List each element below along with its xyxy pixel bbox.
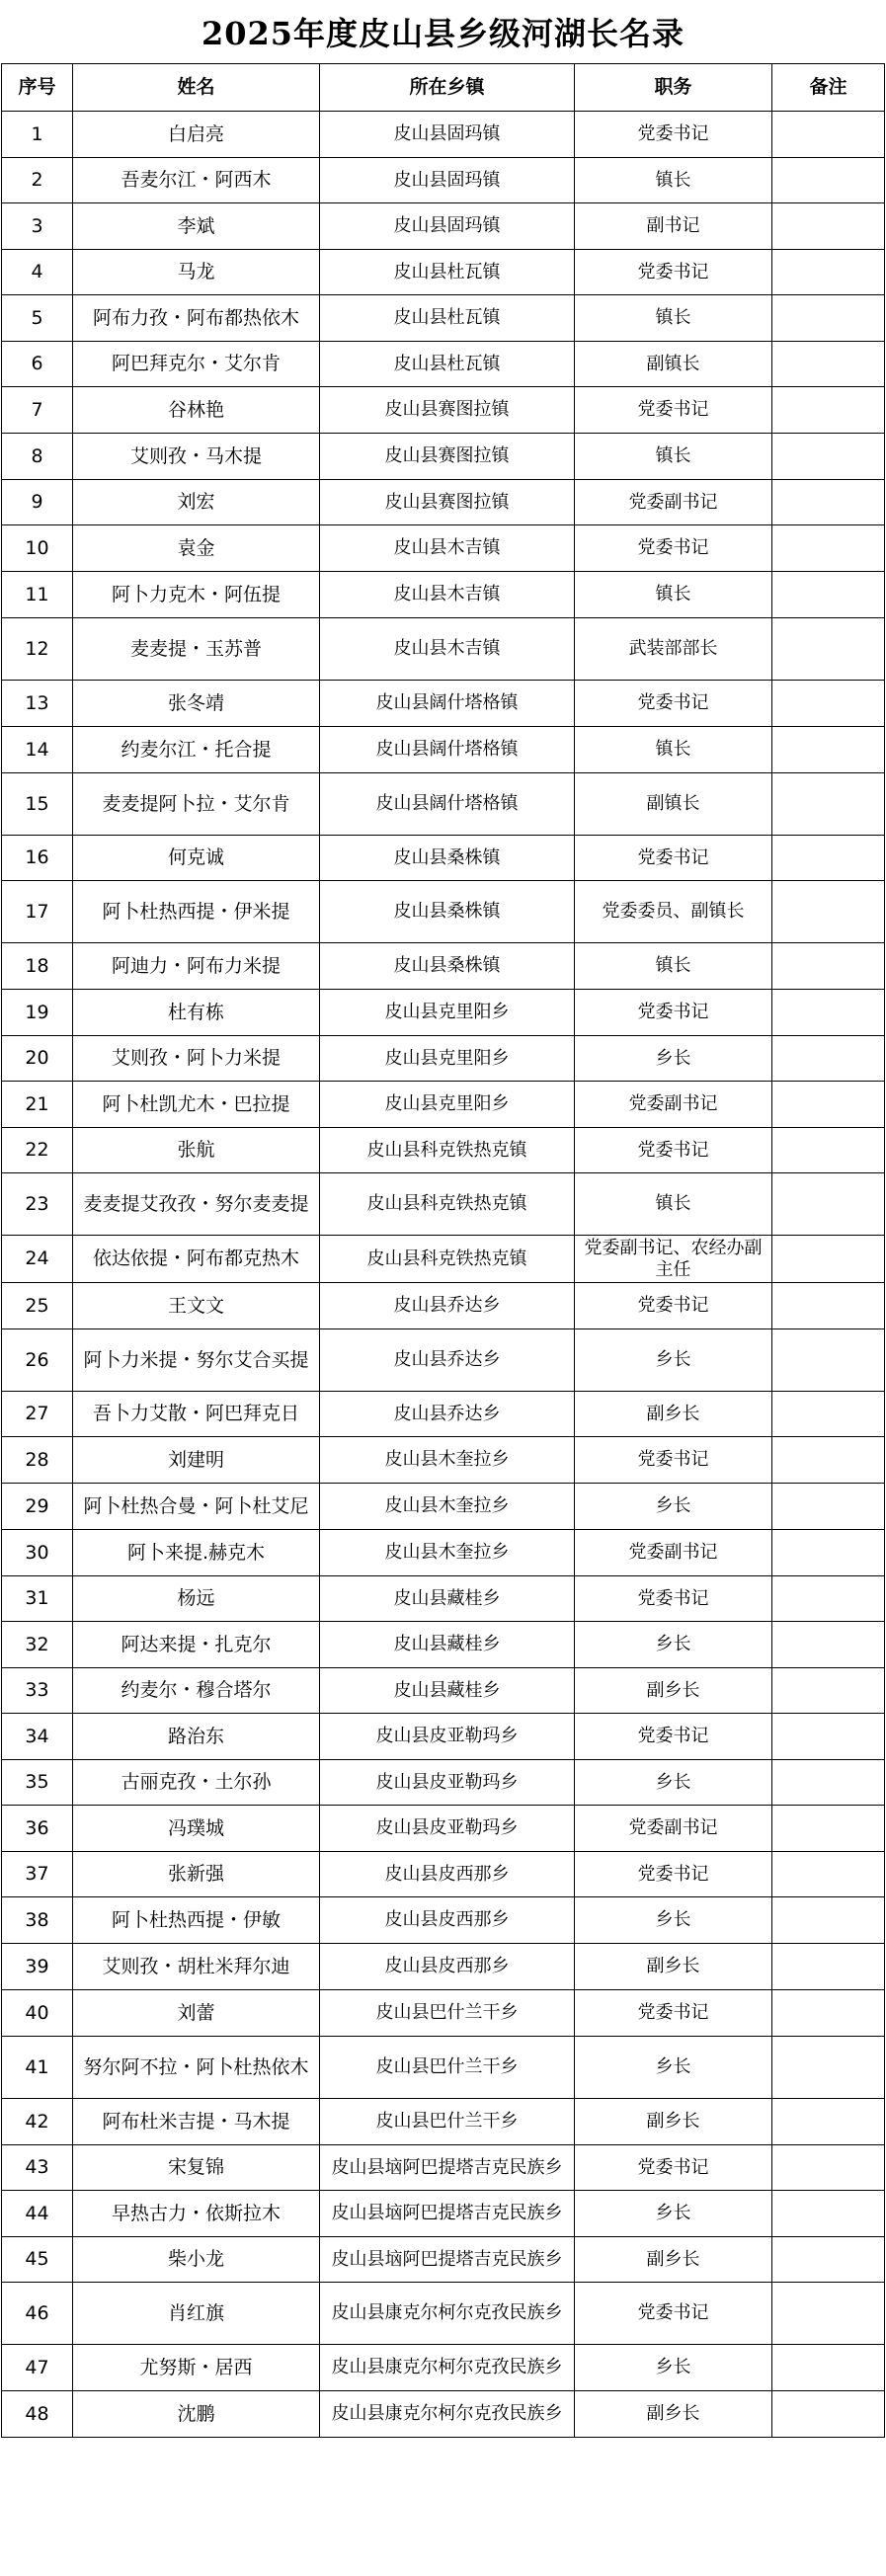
cell-index: 33 xyxy=(2,1668,73,1714)
cell-index: 38 xyxy=(2,1897,73,1944)
cell-township: 皮山县桑株镇 xyxy=(320,881,575,943)
cell-remarks xyxy=(772,2237,885,2283)
cell-township: 皮山县乔达乡 xyxy=(320,1392,575,1437)
cell-index: 45 xyxy=(2,2237,73,2283)
cell-position: 党委书记 xyxy=(575,836,772,881)
cell-index: 20 xyxy=(2,1036,73,1082)
cell-township: 皮山县科克铁热克镇 xyxy=(320,1236,575,1283)
cell-name: 阿卜来提.赫克木 xyxy=(73,1530,320,1576)
cell-position: 党委副书记、农经办副主任 xyxy=(575,1236,772,1283)
cell-name: 谷林艳 xyxy=(73,387,320,434)
cell-remarks xyxy=(772,1760,885,1806)
table-row xyxy=(2,881,885,943)
table-row xyxy=(2,525,885,572)
cell-remarks xyxy=(772,387,885,434)
header-index: 序号 xyxy=(2,64,73,112)
cell-remarks xyxy=(772,480,885,525)
cell-position: 镇长 xyxy=(575,572,772,618)
cell-township: 皮山县皮亚勒玛乡 xyxy=(320,1714,575,1760)
cell-index: 41 xyxy=(2,2037,73,2099)
cell-township: 皮山县桑株镇 xyxy=(320,943,575,990)
cell-position: 副书记 xyxy=(575,203,772,250)
cell-name: 柴小龙 xyxy=(73,2237,320,2283)
cell-position: 党委书记 xyxy=(575,250,772,295)
cell-position: 党委书记 xyxy=(575,1437,772,1484)
cell-remarks xyxy=(772,1622,885,1668)
cell-township: 皮山县康克尔柯尔克孜民族乡 xyxy=(320,2283,575,2345)
cell-position: 党委书记 xyxy=(575,387,772,434)
cell-township: 皮山县木奎拉乡 xyxy=(320,1530,575,1576)
cell-position: 党委书记 xyxy=(575,990,772,1036)
cell-name: 李斌 xyxy=(73,203,320,250)
table-row xyxy=(2,2037,885,2099)
cell-remarks xyxy=(772,1576,885,1622)
cell-remarks xyxy=(772,1990,885,2037)
cell-name: 阿卜力克木・阿伍提 xyxy=(73,572,320,618)
cell-name: 冯璞城 xyxy=(73,1806,320,1852)
cell-remarks xyxy=(772,2283,885,2345)
cell-name: 宋复锦 xyxy=(73,2145,320,2191)
cell-position: 党委书记 xyxy=(575,1128,772,1173)
cell-township: 皮山县巴什兰干乡 xyxy=(320,1990,575,2037)
cell-position: 乡长 xyxy=(575,2191,772,2237)
cell-remarks xyxy=(772,295,885,342)
cell-position: 乡长 xyxy=(575,1760,772,1806)
cell-remarks xyxy=(772,1082,885,1128)
table-body xyxy=(2,112,885,2438)
cell-index: 24 xyxy=(2,1236,73,1283)
cell-position: 党委书记 xyxy=(575,1576,772,1622)
cell-index: 40 xyxy=(2,1990,73,2037)
cell-remarks xyxy=(772,1714,885,1760)
cell-remarks xyxy=(772,434,885,480)
cell-remarks xyxy=(772,1392,885,1437)
table-row xyxy=(2,1668,885,1714)
cell-township: 皮山县木吉镇 xyxy=(320,525,575,572)
cell-index: 46 xyxy=(2,2283,73,2345)
cell-name: 阿迪力・阿布力米提 xyxy=(73,943,320,990)
table-row xyxy=(2,387,885,434)
cell-township: 皮山县固玛镇 xyxy=(320,158,575,203)
cell-remarks xyxy=(772,158,885,203)
table-row xyxy=(2,158,885,203)
header-position: 职务 xyxy=(575,64,772,112)
table-row xyxy=(2,1622,885,1668)
cell-position: 党委副书记 xyxy=(575,1806,772,1852)
table-row xyxy=(2,1082,885,1128)
table-row xyxy=(2,342,885,387)
table-row xyxy=(2,1944,885,1990)
cell-position: 乡长 xyxy=(575,1897,772,1944)
cell-township: 皮山县杜瓦镇 xyxy=(320,295,575,342)
cell-index: 2 xyxy=(2,158,73,203)
cell-remarks xyxy=(772,990,885,1036)
cell-name: 努尔阿不拉・阿卜杜热依木 xyxy=(73,2037,320,2099)
cell-index: 17 xyxy=(2,881,73,943)
cell-township: 皮山县科克铁热克镇 xyxy=(320,1173,575,1236)
cell-name: 阿达来提・扎克尔 xyxy=(73,1622,320,1668)
cell-township: 皮山县赛图拉镇 xyxy=(320,387,575,434)
cell-name: 麦麦提・玉苏普 xyxy=(73,618,320,681)
cell-index: 35 xyxy=(2,1760,73,1806)
cell-remarks xyxy=(772,943,885,990)
cell-name: 马龙 xyxy=(73,250,320,295)
cell-remarks xyxy=(772,1484,885,1530)
cell-remarks xyxy=(772,1530,885,1576)
table-header-row xyxy=(2,64,885,112)
table-row xyxy=(2,990,885,1036)
cell-position: 党委书记 xyxy=(575,112,772,158)
cell-position: 党委书记 xyxy=(575,2283,772,2345)
cell-name: 艾则孜・马木提 xyxy=(73,434,320,480)
cell-name: 约麦尔江・托合提 xyxy=(73,727,320,773)
cell-name: 艾则孜・阿卜力米提 xyxy=(73,1036,320,1082)
cell-remarks xyxy=(772,342,885,387)
cell-name: 张冬靖 xyxy=(73,681,320,727)
cell-position: 镇长 xyxy=(575,1173,772,1236)
cell-township: 皮山县垴阿巴提塔吉克民族乡 xyxy=(320,2191,575,2237)
cell-name: 肖红旗 xyxy=(73,2283,320,2345)
cell-index: 47 xyxy=(2,2345,73,2391)
cell-index: 7 xyxy=(2,387,73,434)
cell-township: 皮山县克里阳乡 xyxy=(320,1082,575,1128)
cell-position: 党委书记 xyxy=(575,2145,772,2191)
cell-name: 杨远 xyxy=(73,1576,320,1622)
table-row xyxy=(2,1484,885,1530)
cell-name: 阿卜杜凯尤木・巴拉提 xyxy=(73,1082,320,1128)
cell-index: 11 xyxy=(2,572,73,618)
cell-remarks xyxy=(772,1173,885,1236)
cell-name: 沈鹏 xyxy=(73,2391,320,2438)
cell-index: 23 xyxy=(2,1173,73,1236)
table-row xyxy=(2,943,885,990)
cell-name: 刘建明 xyxy=(73,1437,320,1484)
cell-position: 党委书记 xyxy=(575,1990,772,2037)
cell-name: 阿巴拜克尔・艾尔肯 xyxy=(73,342,320,387)
cell-township: 皮山县巴什兰干乡 xyxy=(320,2099,575,2145)
cell-index: 37 xyxy=(2,1852,73,1897)
cell-position: 党委书记 xyxy=(575,1852,772,1897)
cell-township: 皮山县木吉镇 xyxy=(320,618,575,681)
cell-name: 王文文 xyxy=(73,1283,320,1329)
cell-name: 依达依提・阿布都克热木 xyxy=(73,1236,320,1283)
cell-remarks xyxy=(772,1852,885,1897)
cell-index: 22 xyxy=(2,1128,73,1173)
cell-index: 25 xyxy=(2,1283,73,1329)
cell-position: 党委委员、副镇长 xyxy=(575,881,772,943)
cell-name: 刘宏 xyxy=(73,480,320,525)
cell-township: 皮山县乔达乡 xyxy=(320,1329,575,1392)
cell-index: 12 xyxy=(2,618,73,681)
cell-position: 副镇长 xyxy=(575,342,772,387)
cell-position: 副乡长 xyxy=(575,1944,772,1990)
table-row xyxy=(2,1392,885,1437)
cell-position: 乡长 xyxy=(575,2345,772,2391)
table-row xyxy=(2,1990,885,2037)
cell-position: 党委副书记 xyxy=(575,1082,772,1128)
cell-name: 约麦尔・穆合塔尔 xyxy=(73,1668,320,1714)
cell-index: 26 xyxy=(2,1329,73,1392)
cell-township: 皮山县乔达乡 xyxy=(320,1283,575,1329)
river-lake-chief-table xyxy=(1,63,885,2438)
table-row xyxy=(2,2237,885,2283)
cell-remarks xyxy=(772,836,885,881)
cell-remarks xyxy=(772,773,885,836)
cell-position: 乡长 xyxy=(575,1329,772,1392)
cell-remarks xyxy=(772,1283,885,1329)
cell-township: 皮山县固玛镇 xyxy=(320,112,575,158)
cell-name: 阿布杜米吉提・马木提 xyxy=(73,2099,320,2145)
cell-index: 9 xyxy=(2,480,73,525)
table-row xyxy=(2,1329,885,1392)
cell-name: 阿卜杜热西提・伊敏 xyxy=(73,1897,320,1944)
cell-index: 8 xyxy=(2,434,73,480)
cell-name: 阿卜杜热西提・伊米提 xyxy=(73,881,320,943)
cell-name: 麦麦提阿卜拉・艾尔肯 xyxy=(73,773,320,836)
cell-remarks xyxy=(772,1668,885,1714)
cell-township: 皮山县科克铁热克镇 xyxy=(320,1128,575,1173)
cell-position: 镇长 xyxy=(575,158,772,203)
cell-position: 镇长 xyxy=(575,295,772,342)
cell-index: 21 xyxy=(2,1082,73,1128)
cell-name: 麦麦提艾孜孜・努尔麦麦提 xyxy=(73,1173,320,1236)
cell-index: 13 xyxy=(2,681,73,727)
cell-index: 18 xyxy=(2,943,73,990)
header-township: 所在乡镇 xyxy=(320,64,575,112)
cell-name: 路治东 xyxy=(73,1714,320,1760)
cell-name: 张新强 xyxy=(73,1852,320,1897)
cell-name: 白启亮 xyxy=(73,112,320,158)
cell-position: 党委书记 xyxy=(575,1283,772,1329)
table-row xyxy=(2,727,885,773)
cell-remarks xyxy=(772,1128,885,1173)
table-row xyxy=(2,681,885,727)
cell-position: 镇长 xyxy=(575,727,772,773)
cell-index: 29 xyxy=(2,1484,73,1530)
cell-index: 4 xyxy=(2,250,73,295)
table-row xyxy=(2,1714,885,1760)
table-row xyxy=(2,203,885,250)
table-row xyxy=(2,2145,885,2191)
cell-position: 党委书记 xyxy=(575,525,772,572)
cell-position: 乡长 xyxy=(575,1036,772,1082)
cell-position: 乡长 xyxy=(575,1622,772,1668)
table-row xyxy=(2,572,885,618)
cell-index: 16 xyxy=(2,836,73,881)
cell-name: 阿卜杜热合曼・阿卜杜艾尼 xyxy=(73,1484,320,1530)
table-row xyxy=(2,1760,885,1806)
table-row xyxy=(2,295,885,342)
cell-name: 古丽克孜・土尔孙 xyxy=(73,1760,320,1806)
cell-name: 袁金 xyxy=(73,525,320,572)
table-row xyxy=(2,618,885,681)
cell-remarks xyxy=(772,525,885,572)
cell-township: 皮山县阔什塔格镇 xyxy=(320,773,575,836)
table-row xyxy=(2,2099,885,2145)
table-row xyxy=(2,1036,885,1082)
cell-township: 皮山县木吉镇 xyxy=(320,572,575,618)
cell-position: 党委副书记 xyxy=(575,480,772,525)
cell-remarks xyxy=(772,1329,885,1392)
header-name: 姓名 xyxy=(73,64,320,112)
cell-remarks xyxy=(772,203,885,250)
cell-name: 艾则孜・胡杜米拜尔迪 xyxy=(73,1944,320,1990)
cell-remarks xyxy=(772,2099,885,2145)
cell-index: 43 xyxy=(2,2145,73,2191)
cell-township: 皮山县藏桂乡 xyxy=(320,1622,575,1668)
cell-township: 皮山县康克尔柯尔克孜民族乡 xyxy=(320,2345,575,2391)
cell-remarks xyxy=(772,2191,885,2237)
cell-name: 何克诚 xyxy=(73,836,320,881)
cell-index: 32 xyxy=(2,1622,73,1668)
cell-remarks xyxy=(772,881,885,943)
cell-remarks xyxy=(772,2145,885,2191)
cell-township: 皮山县皮西那乡 xyxy=(320,1897,575,1944)
cell-remarks xyxy=(772,727,885,773)
cell-remarks xyxy=(772,1036,885,1082)
cell-index: 15 xyxy=(2,773,73,836)
table-row xyxy=(2,1128,885,1173)
table-row xyxy=(2,2391,885,2438)
table-row xyxy=(2,2283,885,2345)
cell-remarks xyxy=(772,2037,885,2099)
cell-township: 皮山县固玛镇 xyxy=(320,203,575,250)
cell-township: 皮山县杜瓦镇 xyxy=(320,250,575,295)
cell-remarks xyxy=(772,572,885,618)
cell-index: 44 xyxy=(2,2191,73,2237)
table-row xyxy=(2,836,885,881)
cell-position: 党委书记 xyxy=(575,1714,772,1760)
cell-township: 皮山县藏桂乡 xyxy=(320,1668,575,1714)
cell-position: 副乡长 xyxy=(575,2391,772,2438)
cell-position: 副乡长 xyxy=(575,1668,772,1714)
cell-index: 48 xyxy=(2,2391,73,2438)
cell-township: 皮山县木奎拉乡 xyxy=(320,1437,575,1484)
cell-name: 刘蕾 xyxy=(73,1990,320,2037)
cell-township: 皮山县阔什塔格镇 xyxy=(320,727,575,773)
cell-index: 28 xyxy=(2,1437,73,1484)
cell-index: 3 xyxy=(2,203,73,250)
cell-index: 31 xyxy=(2,1576,73,1622)
table-row xyxy=(2,112,885,158)
cell-remarks xyxy=(772,1944,885,1990)
cell-position: 镇长 xyxy=(575,434,772,480)
page-title: 2025年度皮山县乡级河湖长名录 xyxy=(201,15,685,52)
cell-position: 副乡长 xyxy=(575,2237,772,2283)
cell-township: 皮山县皮亚勒玛乡 xyxy=(320,1806,575,1852)
cell-name: 阿卜力米提・努尔艾合买提 xyxy=(73,1329,320,1392)
cell-remarks xyxy=(772,2391,885,2438)
header-remarks: 备注 xyxy=(772,64,885,112)
cell-position: 乡长 xyxy=(575,2037,772,2099)
cell-name: 吾麦尔江・阿西木 xyxy=(73,158,320,203)
cell-index: 19 xyxy=(2,990,73,1036)
table-row xyxy=(2,1852,885,1897)
cell-index: 10 xyxy=(2,525,73,572)
cell-township: 皮山县赛图拉镇 xyxy=(320,434,575,480)
table-row xyxy=(2,1173,885,1236)
table-row xyxy=(2,480,885,525)
cell-position: 副镇长 xyxy=(575,773,772,836)
cell-township: 皮山县桑株镇 xyxy=(320,836,575,881)
cell-remarks xyxy=(772,2345,885,2391)
cell-index: 30 xyxy=(2,1530,73,1576)
table-row xyxy=(2,2191,885,2237)
cell-index: 14 xyxy=(2,727,73,773)
cell-index: 34 xyxy=(2,1714,73,1760)
cell-name: 尤努斯・居西 xyxy=(73,2345,320,2391)
cell-remarks xyxy=(772,1236,885,1283)
cell-township: 皮山县巴什兰干乡 xyxy=(320,2037,575,2099)
cell-township: 皮山县克里阳乡 xyxy=(320,990,575,1036)
cell-remarks xyxy=(772,1806,885,1852)
cell-name: 吾卜力艾散・阿巴拜克日 xyxy=(73,1392,320,1437)
table-row xyxy=(2,1897,885,1944)
table-row xyxy=(2,1236,885,1283)
cell-remarks xyxy=(772,1897,885,1944)
table-row xyxy=(2,1806,885,1852)
cell-position: 党委副书记 xyxy=(575,1530,772,1576)
cell-name: 张航 xyxy=(73,1128,320,1173)
cell-township: 皮山县皮西那乡 xyxy=(320,1852,575,1897)
cell-position: 镇长 xyxy=(575,943,772,990)
cell-remarks xyxy=(772,618,885,681)
cell-township: 皮山县阔什塔格镇 xyxy=(320,681,575,727)
table-row xyxy=(2,1437,885,1484)
cell-remarks xyxy=(772,112,885,158)
cell-township: 皮山县皮亚勒玛乡 xyxy=(320,1760,575,1806)
cell-township: 皮山县康克尔柯尔克孜民族乡 xyxy=(320,2391,575,2438)
cell-name: 杜有栋 xyxy=(73,990,320,1036)
cell-position: 党委书记 xyxy=(575,681,772,727)
cell-remarks xyxy=(772,1437,885,1484)
table-row xyxy=(2,773,885,836)
cell-position: 副乡长 xyxy=(575,2099,772,2145)
cell-index: 42 xyxy=(2,2099,73,2145)
cell-index: 39 xyxy=(2,1944,73,1990)
cell-township: 皮山县木奎拉乡 xyxy=(320,1484,575,1530)
table-row xyxy=(2,1530,885,1576)
cell-township: 皮山县克里阳乡 xyxy=(320,1036,575,1082)
table-row xyxy=(2,434,885,480)
cell-township: 皮山县赛图拉镇 xyxy=(320,480,575,525)
cell-index: 1 xyxy=(2,112,73,158)
cell-township: 皮山县藏桂乡 xyxy=(320,1576,575,1622)
cell-index: 6 xyxy=(2,342,73,387)
cell-position: 乡长 xyxy=(575,1484,772,1530)
cell-township: 皮山县杜瓦镇 xyxy=(320,342,575,387)
cell-position: 武装部部长 xyxy=(575,618,772,681)
cell-township: 皮山县垴阿巴提塔吉克民族乡 xyxy=(320,2145,575,2191)
cell-remarks xyxy=(772,681,885,727)
cell-name: 早热古力・依斯拉木 xyxy=(73,2191,320,2237)
table-row xyxy=(2,1576,885,1622)
table-row xyxy=(2,1283,885,1329)
table-row xyxy=(2,250,885,295)
cell-remarks xyxy=(772,250,885,295)
cell-township: 皮山县皮西那乡 xyxy=(320,1944,575,1990)
cell-township: 皮山县垴阿巴提塔吉克民族乡 xyxy=(320,2237,575,2283)
cell-index: 27 xyxy=(2,1392,73,1437)
table-row xyxy=(2,2345,885,2391)
cell-name: 阿布力孜・阿布都热依木 xyxy=(73,295,320,342)
cell-index: 36 xyxy=(2,1806,73,1852)
cell-position: 副乡长 xyxy=(575,1392,772,1437)
cell-index: 5 xyxy=(2,295,73,342)
